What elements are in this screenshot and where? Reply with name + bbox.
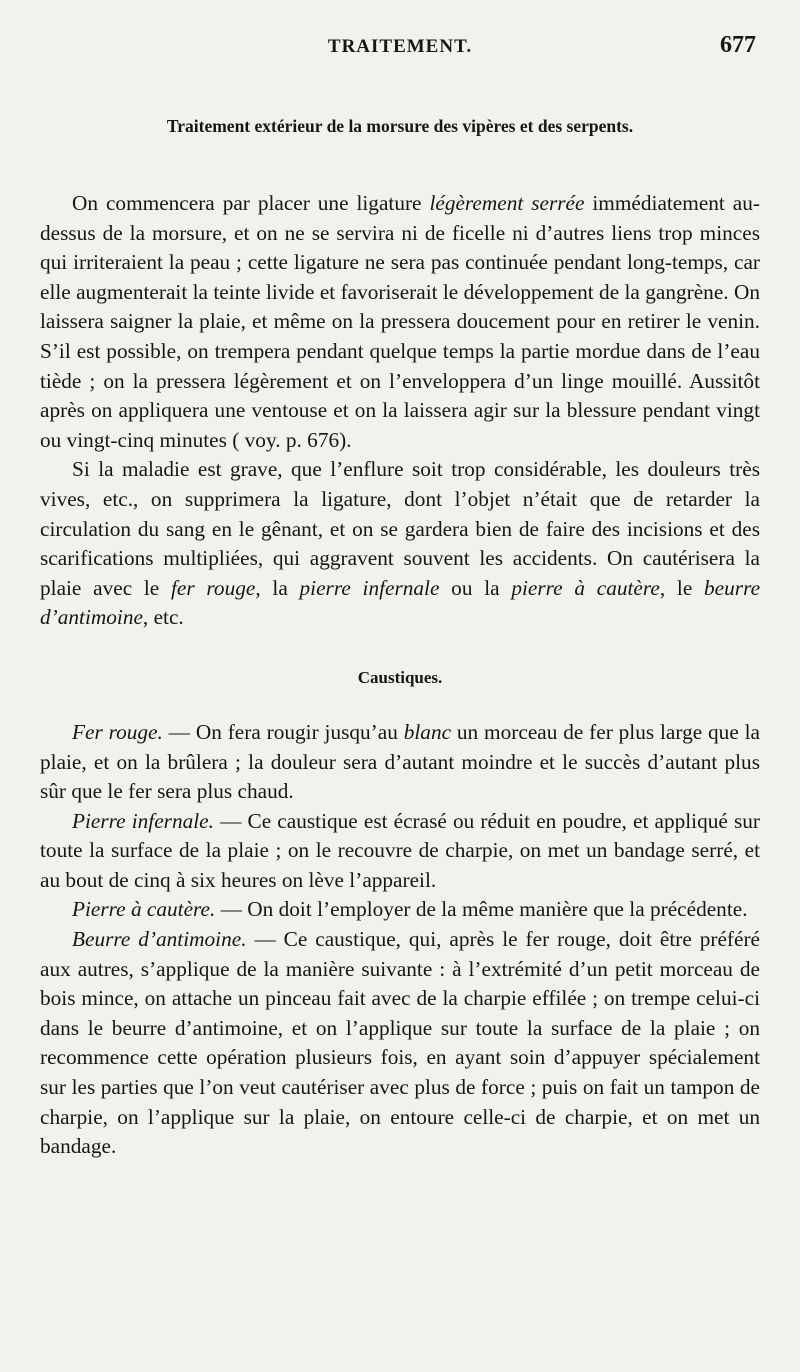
caustic-text: — Ce caustique est écrasé ou réduit en poudre, et appliqué sur toute la surface de la plaie ; on le recouvre de charpie, on met un bandage serré, et au bout de cinq à six heures on lève l’appareil.: [40, 808, 761, 892]
emphasis-text: beurre d’antimoine: [40, 575, 761, 630]
book-page: [40, 28, 760, 1162]
emphasis-text: légèrement serrée: [429, 191, 585, 215]
paragraph-text: , etc.: [142, 605, 184, 630]
emphasis-text: fer rouge: [171, 575, 256, 600]
caustic-text: un morceau de fer plus large que la plaie, et on la brûlera ; la douleur sera d’autant moindre et le succès d’autant plus sûr que le fer sera plus chaud.: [40, 719, 761, 804]
paragraph-text: , le: [659, 575, 705, 600]
page-number: 677: [720, 32, 756, 58]
caustic-text: — On fera rougir jusqu’au: [162, 719, 404, 744]
paragraph-severe-case: [40, 455, 760, 633]
running-title: TRAITEMENT.: [327, 36, 473, 57]
caustic-text: — On doit l’employer de la même manière que la précédente.: [215, 897, 748, 922]
paragraph-ligature: [40, 189, 760, 455]
caustic-fer-rouge: [40, 718, 760, 807]
caustic-term: Beurre d’antimoine.: [72, 927, 247, 952]
paragraph-text: Si la maladie est grave, que l’enflure soit trop considérable, les douleurs très vives, etc., on supprimera la ligature, dont l’objet n’était que de retarder la circulation du sang en le gênant, et on se gardera bien de faire des incisions et des scarifications multipliées, qui aggravent souvent les accidents. On cautérisera la plaie avec le: [40, 457, 760, 600]
caustic-term: Pierre à cautère.: [72, 897, 216, 922]
caustic-pierre-a-cautere: [40, 895, 760, 925]
emphasis-text: pierre à cautère: [511, 575, 660, 600]
paragraph-text: , la: [255, 575, 300, 600]
section-title: Traitement extérieur de la morsure des vipères et des serpents.: [166, 116, 634, 136]
caustic-term: Fer rouge.: [72, 719, 163, 744]
caustic-text: — Ce caustique, qui, après le fer rouge, doit être préféré aux autres, s’applique de la manière suivante : à l’extrémité d’un petit morceau de bois mince, on attache un pinceau fait avec de la charpie effilée ; on trempe celui-ci dans le beurre d’antimoine, et on l’applique sur toute la surface de la plaie ; on recommence cette opération plusieurs fois, en ayant soin d’appuyer spécialement sur les parties que l’on veut cautériser avec plus de force ; puis on fait un tampon de charpie, on l’applique sur la plaie, on entoure celle-ci de charpie, et on met un bandage.: [40, 927, 760, 1159]
paragraph-text: immédiatement au-dessus de la morsure, et on ne se servira ni de ficelle ni d’autres liens trop minces qui irriteraient la peau ; cette ligature ne sera pas continuée pendant long-temps, car elle augmenterait la teinte livide et favoriserait le développement de la gangrène. On laissera saigner la plaie, et même on la pressera doucement pour en retirer le venin. S’il est possible, on trempera pendant quelque temps la partie mordue dans de l’eau tiède ; on la pressera légèrement et on l’enveloppera d’un linge mouillé. Aussitôt après on appliquera une ventouse et on la laissera agir sur la blessure pendant vingt ou vingt-cinq minutes ( voy. p. 676).: [40, 191, 760, 452]
caustic-pierre-infernale: [40, 807, 760, 896]
caustic-beurre-antimoine: [40, 925, 760, 1162]
caustic-term: Pierre infernale.: [72, 808, 214, 833]
subheading-caustiques: Caustiques.: [357, 667, 443, 687]
emphasis-text: blanc: [403, 719, 452, 744]
running-head: [40, 28, 760, 68]
paragraph-text: ou la: [439, 575, 512, 600]
paragraph-text: On commencera par placer une ligature: [72, 191, 430, 215]
emphasis-text: pierre infernale: [299, 575, 440, 600]
